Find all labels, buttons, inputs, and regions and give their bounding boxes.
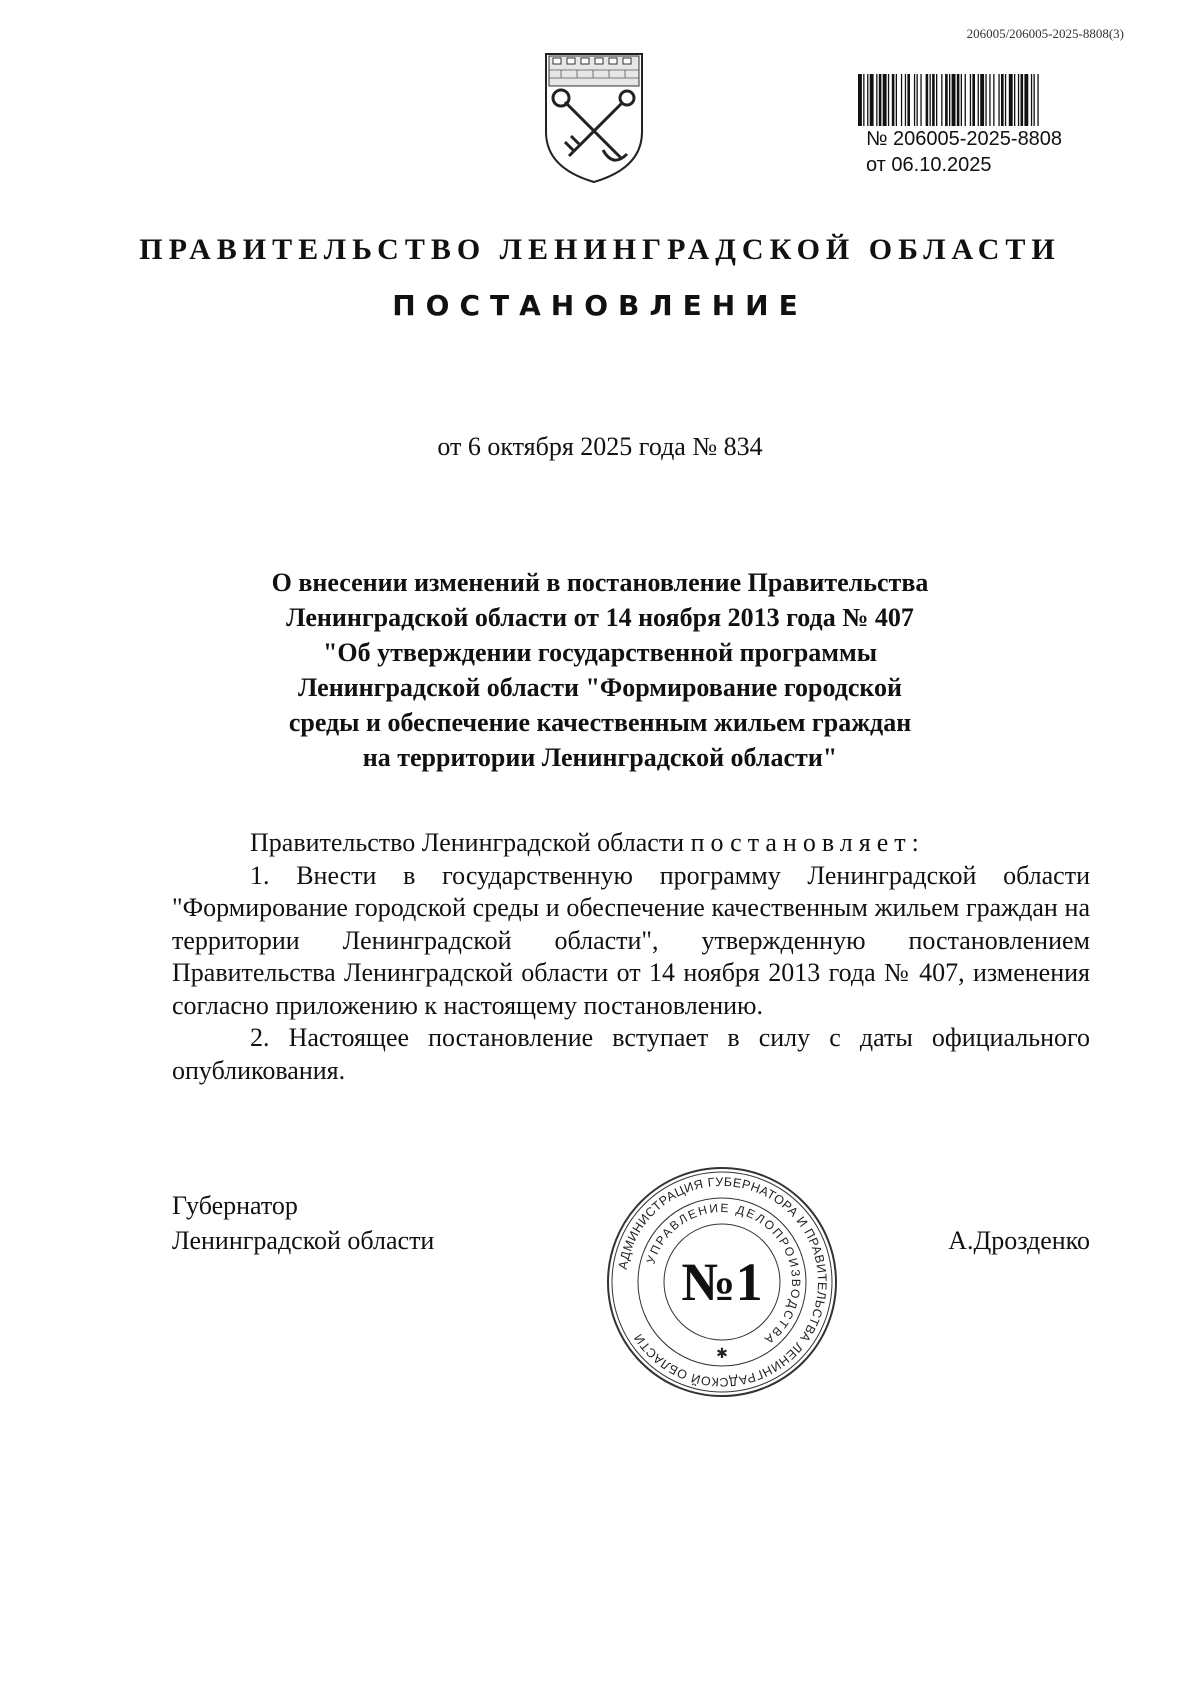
barcode-bar	[961, 74, 962, 126]
subject-line: О внесении изменений в постановление Правительства	[271, 568, 929, 597]
barcode-bar	[1009, 74, 1013, 126]
coat-of-arms-emblem	[541, 50, 647, 186]
government-title: ПРАВИТЕЛЬСТВО ЛЕНИНГРАДСКОЙ ОБЛАСТИ	[139, 233, 1061, 266]
barcode-bar	[879, 74, 882, 126]
barcode-bar	[1014, 74, 1015, 126]
barcode-bar	[883, 74, 887, 126]
barcode-bar	[901, 74, 902, 126]
barcode-bar	[1018, 74, 1019, 126]
barcode-bar	[978, 74, 979, 126]
barcode-bar	[858, 74, 862, 126]
barcode-image	[856, 74, 1109, 126]
barcode-bar	[952, 74, 956, 126]
registration-date: от 06.10.2025	[866, 154, 992, 176]
barcode-bar	[970, 74, 971, 126]
body-item-2: 2. Настоящее постановление вступает в силу с даты официального опубликования.	[172, 1023, 1090, 1085]
barcode-bar	[888, 74, 889, 126]
barcode-bar	[980, 74, 984, 126]
barcode-bar	[957, 74, 960, 126]
body-item-1: 1. Внести в государственную программу Ленинградской области "Формирование городской среды и обеспечение качественным жильем граждан на территории Ленинградской области", утвержденную постановлением Правительства Ленинградской области от 14 ноября 2013 года № 407, изменения согласно приложению к настоящему постановлению.	[172, 860, 1090, 1020]
barcode-bar	[1037, 74, 1038, 126]
barcode-bar	[863, 74, 864, 126]
document-id: 206005/206005-2025-8808(3)	[966, 26, 1124, 41]
barcode-bar	[1024, 74, 1028, 126]
barcode-bar	[932, 74, 935, 126]
stamp-star-icon: ✱	[716, 1347, 728, 1362]
barcode-bar	[989, 74, 990, 126]
signatory-title-line: Ленинградской области	[172, 1226, 435, 1255]
decree-date-number: от 6 октября 2025 года № 834	[437, 432, 763, 461]
signatory-name: А.Дрозденко	[948, 1226, 1090, 1255]
barcode-bar	[917, 74, 918, 126]
stamp-inner-text: УПРАВЛЕНИЕ ДЕЛОПРОИЗВОДСТВА	[643, 1200, 804, 1348]
signatory-title	[172, 1188, 434, 1258]
body-intro	[172, 827, 1090, 860]
barcode-bar	[965, 74, 966, 126]
barcode-bar	[867, 74, 868, 126]
coat-of-arms-icon	[541, 50, 647, 186]
stamp-outer-text: АДМИНИСТРАЦИЯ ГУБЕРНАТОРА И ПРАВИТЕЛЬСТВА ЛЕНИНГРАДСКОЙ ОБЛАСТИ	[615, 1174, 830, 1390]
seal-icon	[602, 1162, 842, 1402]
registration-number: № 206005-2025-8808	[866, 128, 1063, 150]
intro-text: Правительство Ленинградской области	[250, 828, 691, 857]
subject-line: среды и обеспечение качественным жильем граждан	[288, 708, 912, 737]
barcode-bar	[870, 74, 874, 126]
barcode-bar	[905, 74, 906, 126]
barcode-bar	[949, 74, 950, 126]
official-stamp	[602, 1162, 842, 1402]
barcode-bar	[1034, 74, 1035, 126]
barcode-bar	[1031, 74, 1032, 126]
barcode-bar	[926, 74, 929, 126]
barcode-bar	[920, 74, 921, 126]
subject-line: "Об утверждении государственной программы	[322, 638, 878, 667]
barcode-bar	[993, 74, 994, 126]
barcode-bar	[930, 74, 931, 126]
barcode-bar	[907, 74, 910, 126]
decree-title: ПОСТАНОВЛЕНИЕ	[392, 289, 808, 322]
subject-line: на территории Ленинградской области"	[362, 743, 838, 772]
subject-line: Ленинградской области от 14 ноября 2013 года № 407	[286, 603, 914, 632]
barcode-bar	[892, 74, 895, 126]
signatory-title-line: Губернатор	[172, 1191, 298, 1220]
barcode-bar	[876, 74, 877, 126]
barcode-bar	[914, 74, 915, 126]
barcode-bar	[945, 74, 948, 126]
barcode-bar	[896, 74, 897, 126]
subject-line: Ленинградской области "Формирование городской	[297, 673, 903, 702]
barcode-bar	[941, 74, 942, 126]
decree-subject	[230, 565, 970, 775]
barcode-bar	[1001, 74, 1004, 126]
stamp-number: №1	[681, 1252, 763, 1312]
barcode-bar	[936, 74, 937, 126]
decree-body	[172, 827, 1090, 1087]
barcode-bar	[998, 74, 999, 126]
barcode-bar	[1021, 74, 1024, 126]
barcode-bar	[972, 74, 975, 126]
barcode	[856, 74, 1109, 126]
barcode-bar	[1005, 74, 1006, 126]
intro-resolves: постановляет:	[690, 828, 925, 857]
barcode-bar	[985, 74, 986, 126]
